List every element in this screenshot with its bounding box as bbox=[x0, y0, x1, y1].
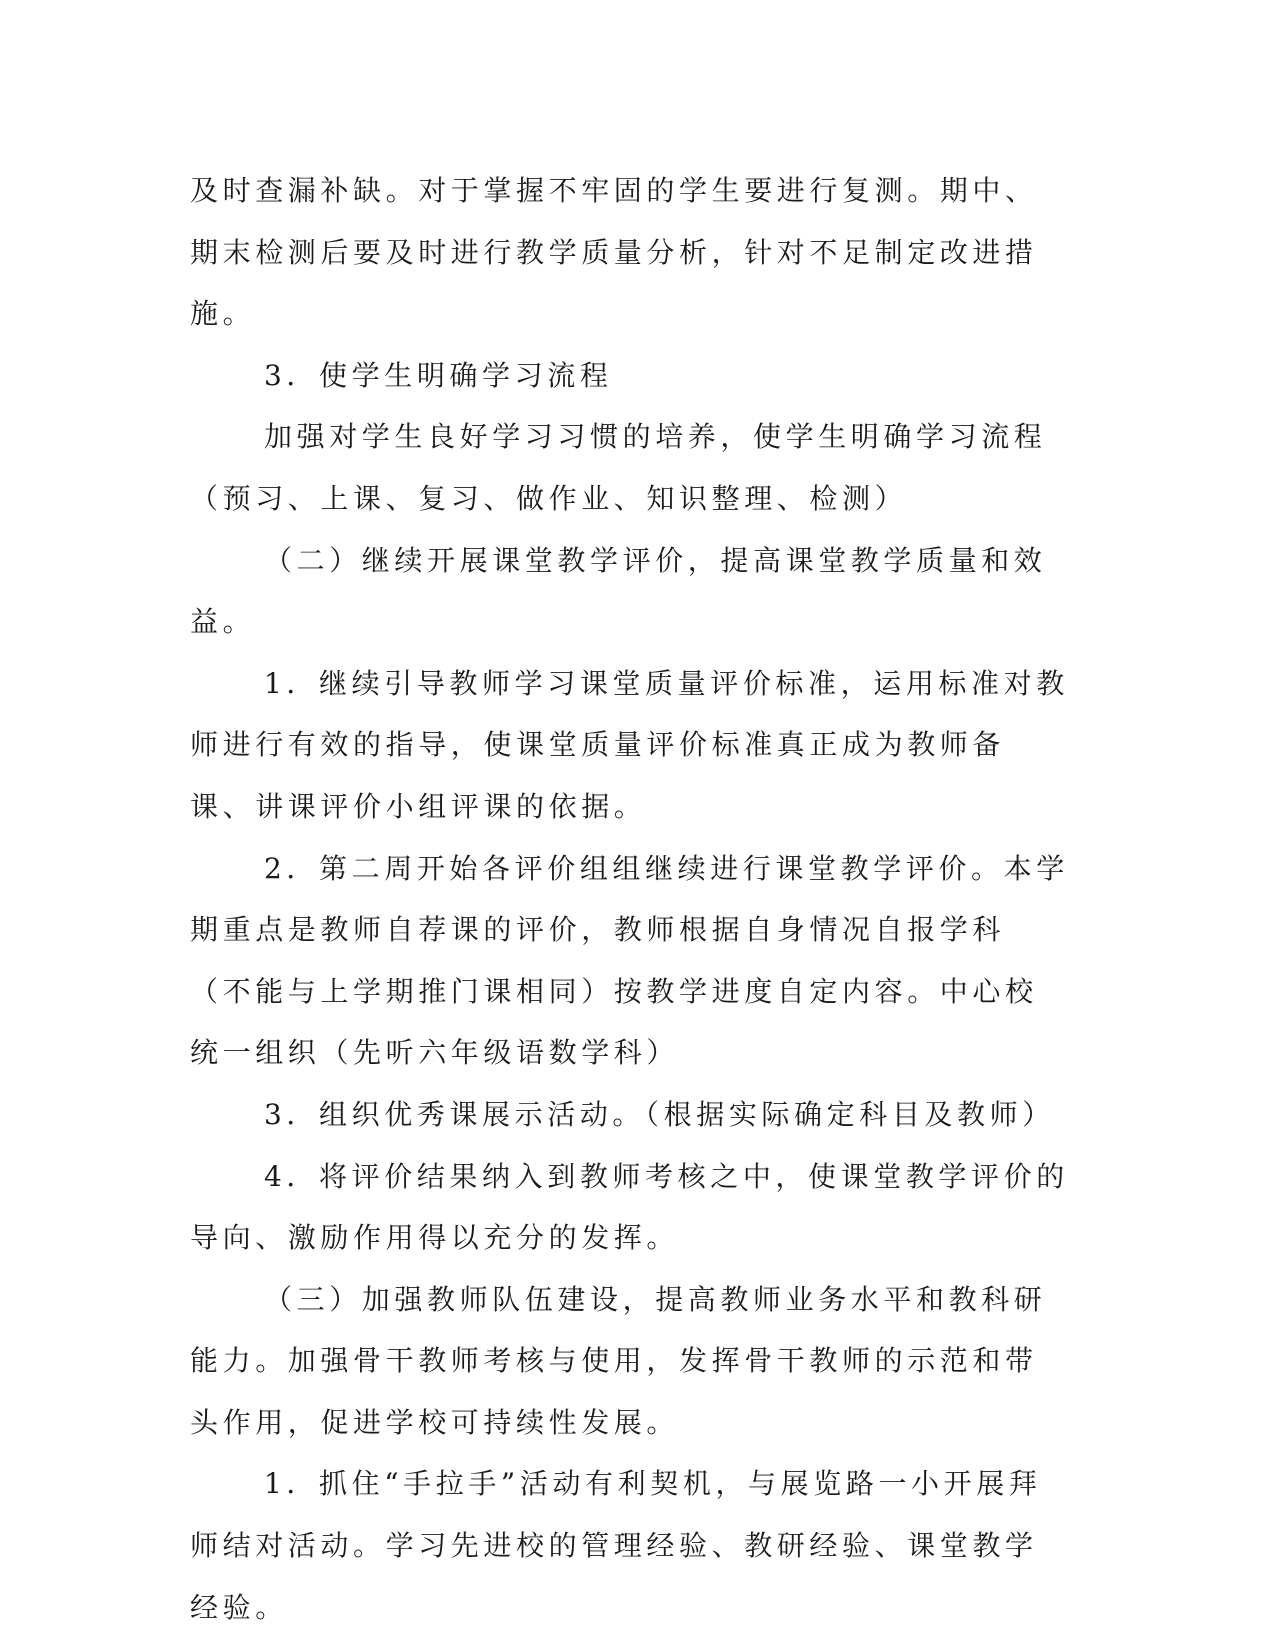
heading-item-3-learning-process: 3．使学生明确学习流程 bbox=[264, 358, 613, 392]
paragraph-learning-habits: 加强对学生良好学习习惯的培养，使学生明确学习流程（预习、上课、复习、做作业、知识整理、检测） bbox=[190, 420, 1047, 515]
paragraph-item-3-excellent-lessons: 3．组织优秀课展示活动。（根据实际确定科目及教师） bbox=[264, 1097, 1055, 1131]
paragraph-item-1-hand-in-hand: 1．抓住“手拉手”活动有利契机，与展览路一小开展拜师结对活动。学习先进校的管理经验、教研经验、课堂教学经验。 bbox=[190, 1467, 1042, 1624]
paragraph-item-1-evaluation-standard: 1．继续引导教师学习课堂质量评价标准，运用标准对教师进行有效的指导，使课堂质量评价标准真正成为教师备课、讲课评价小组评课的依据。 bbox=[190, 666, 1069, 823]
paragraph-item-2-classroom-evaluation: 2．第二周开始各评价组组继续进行课堂教学评价。本学期重点是教师自荐课的评价，教师根据自身情况自报学科（不能与上学期推门课相同）按教学进度自定内容。中心校统一组织（先听六年级语数学科） bbox=[190, 851, 1069, 1070]
section-heading-3: （三）加强教师队伍建设，提高教师业务水平和教科研能力。加强骨干教师考核与使用，发挥骨干教师的示范和带头作用，促进学校可持续性发展。 bbox=[190, 1282, 1047, 1439]
section-heading-2: （二）继续开展课堂教学评价，提高课堂教学质量和效益。 bbox=[190, 543, 1047, 639]
paragraph-item-4-assessment: 4．将评价结果纳入到教师考核之中，使课堂教学评价的导向、激励作用得以充分的发挥。 bbox=[190, 1159, 1069, 1255]
paragraph-1: 及时查漏补缺。对于掌握不牢固的学生要进行复测。期中、期末检测后要及时进行教学质量分析，针对不足制定改进措施。 bbox=[190, 174, 1038, 331]
document-body bbox=[190, 160, 1070, 1638]
